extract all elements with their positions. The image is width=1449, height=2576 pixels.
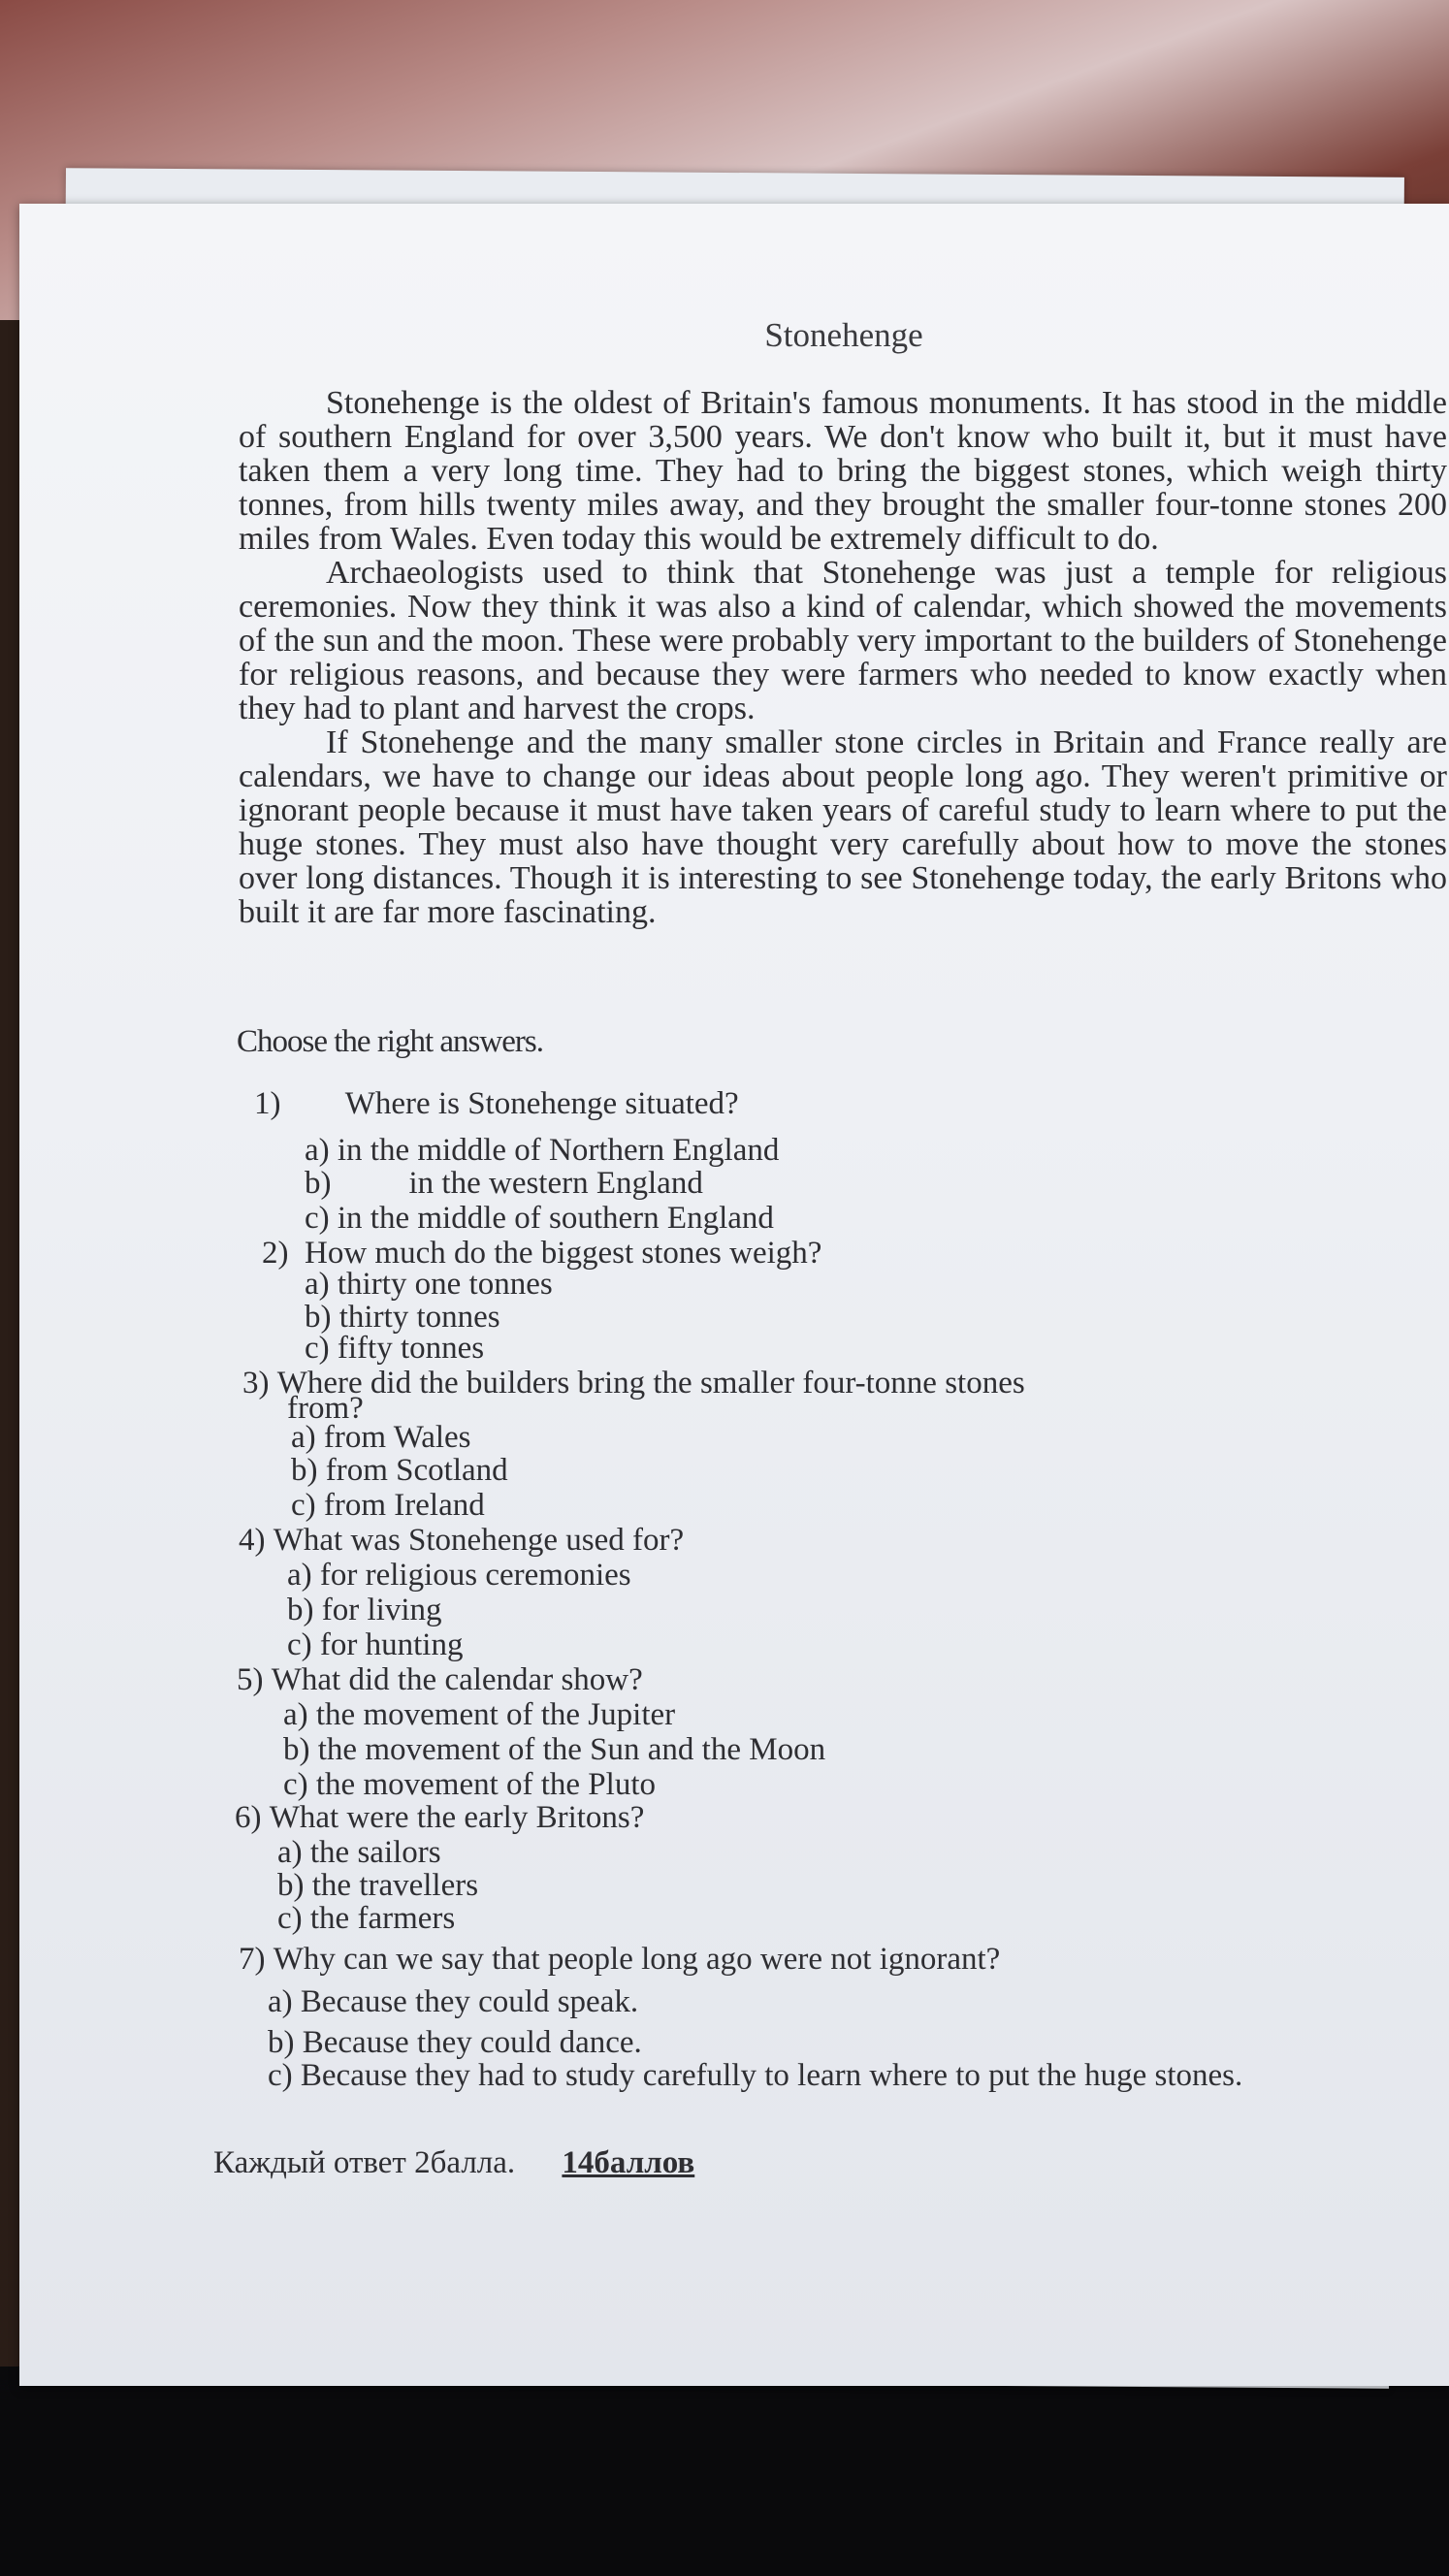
question-6: 6) What were the early Britons? bbox=[235, 1800, 645, 1835]
page-title: Stonehenge bbox=[764, 316, 923, 354]
option-1c: c) in the middle of southern England bbox=[305, 1201, 774, 1236]
option-3c: c) from Ireland bbox=[291, 1488, 485, 1523]
option-7c: c) Because they had to study carefully to learn where to put the huge stones. bbox=[268, 2058, 1243, 2093]
question-5: 5) What did the calendar show? bbox=[237, 1662, 643, 1697]
option-6b: b) the travellers bbox=[277, 1868, 479, 1903]
score-footer bbox=[213, 2145, 694, 2181]
question-7: 7) Why can we say that people long ago were not ignorant? bbox=[239, 1942, 1001, 1977]
option-5a: a) the movement of the Jupiter bbox=[283, 1697, 676, 1732]
question-2: 2) How much do the biggest stones weigh? bbox=[262, 1236, 822, 1271]
option-6c: c) the farmers bbox=[277, 1901, 456, 1936]
option-5c: c) the movement of the Pluto bbox=[283, 1767, 656, 1802]
paragraph-2: Archaeologists used to think that Stonehenge was just a temple for religious ceremonies. Now they think it was also a kind of calendar, which showed the movements of the sun and the moon. These were probably very important to the builders of Stonehenge for religious reasons, and because they were farmers who needed to know exactly when they had to plant and harvest the crops. bbox=[239, 555, 1447, 726]
option-2c: c) fifty tonnes bbox=[305, 1331, 485, 1366]
option-1b: b) in the western England bbox=[305, 1166, 703, 1201]
question-number: 1) bbox=[254, 1086, 281, 1121]
option-1a: a) in the middle of Northern England bbox=[305, 1133, 780, 1168]
question-1 bbox=[254, 1086, 739, 1122]
option-4a: a) for religious ceremonies bbox=[287, 1558, 631, 1593]
option-2a: a) thirty one tonnes bbox=[305, 1267, 553, 1302]
option-4c: c) for hunting bbox=[287, 1627, 464, 1662]
option-7a: a) Because they could speak. bbox=[268, 1984, 639, 2019]
reading-passage bbox=[239, 386, 1447, 929]
score-total: 14баллов bbox=[562, 2145, 695, 2180]
question-3: 3) Where did the builders bring the smaller four-tonne stones bbox=[242, 1366, 1025, 1401]
score-note: Каждый ответ 2балла. bbox=[213, 2145, 516, 2180]
option-3a: a) from Wales bbox=[291, 1420, 471, 1455]
option-2b: b) thirty tonnes bbox=[305, 1300, 500, 1335]
question-text: Where is Stonehenge situated? bbox=[344, 1086, 739, 1121]
question-3-continued: from? bbox=[287, 1391, 364, 1426]
option-3b: b) from Scotland bbox=[291, 1453, 508, 1488]
option-5b: b) the movement of the Sun and the Moon bbox=[283, 1732, 826, 1767]
option-7b: b) Because they could dance. bbox=[268, 2025, 642, 2060]
option-4b: b) for living bbox=[287, 1593, 442, 1627]
instruction: Choose the right answers. bbox=[237, 1024, 543, 1059]
paragraph-3: If Stonehenge and the many smaller stone circles in Britain and France really are calendars, we have to change our ideas about people long ago. They weren't primitive or ignorant people because it must have taken years of careful study to learn where to put the huge stones. They must also have thought very carefully about how to move the stones over long distances. Though it is interesting to see Stonehenge today, the early Britons who built it are far more fascinating. bbox=[239, 724, 1447, 930]
paragraph-1: Stonehenge is the oldest of Britain's famous monuments. It has stood in the middle of southern England for over 3,500 years. We don't know who built it, but it must have taken them a very long time. They had to bring the biggest stones, which weigh thirty tonnes, from hills twenty miles away, and they brought the smaller four-tonne stones 200 miles from Wales. Even today this would be extremely difficult to do. bbox=[239, 385, 1447, 557]
option-6a: a) the sailors bbox=[277, 1835, 441, 1870]
question-4: 4) What was Stonehenge used for? bbox=[239, 1523, 685, 1558]
